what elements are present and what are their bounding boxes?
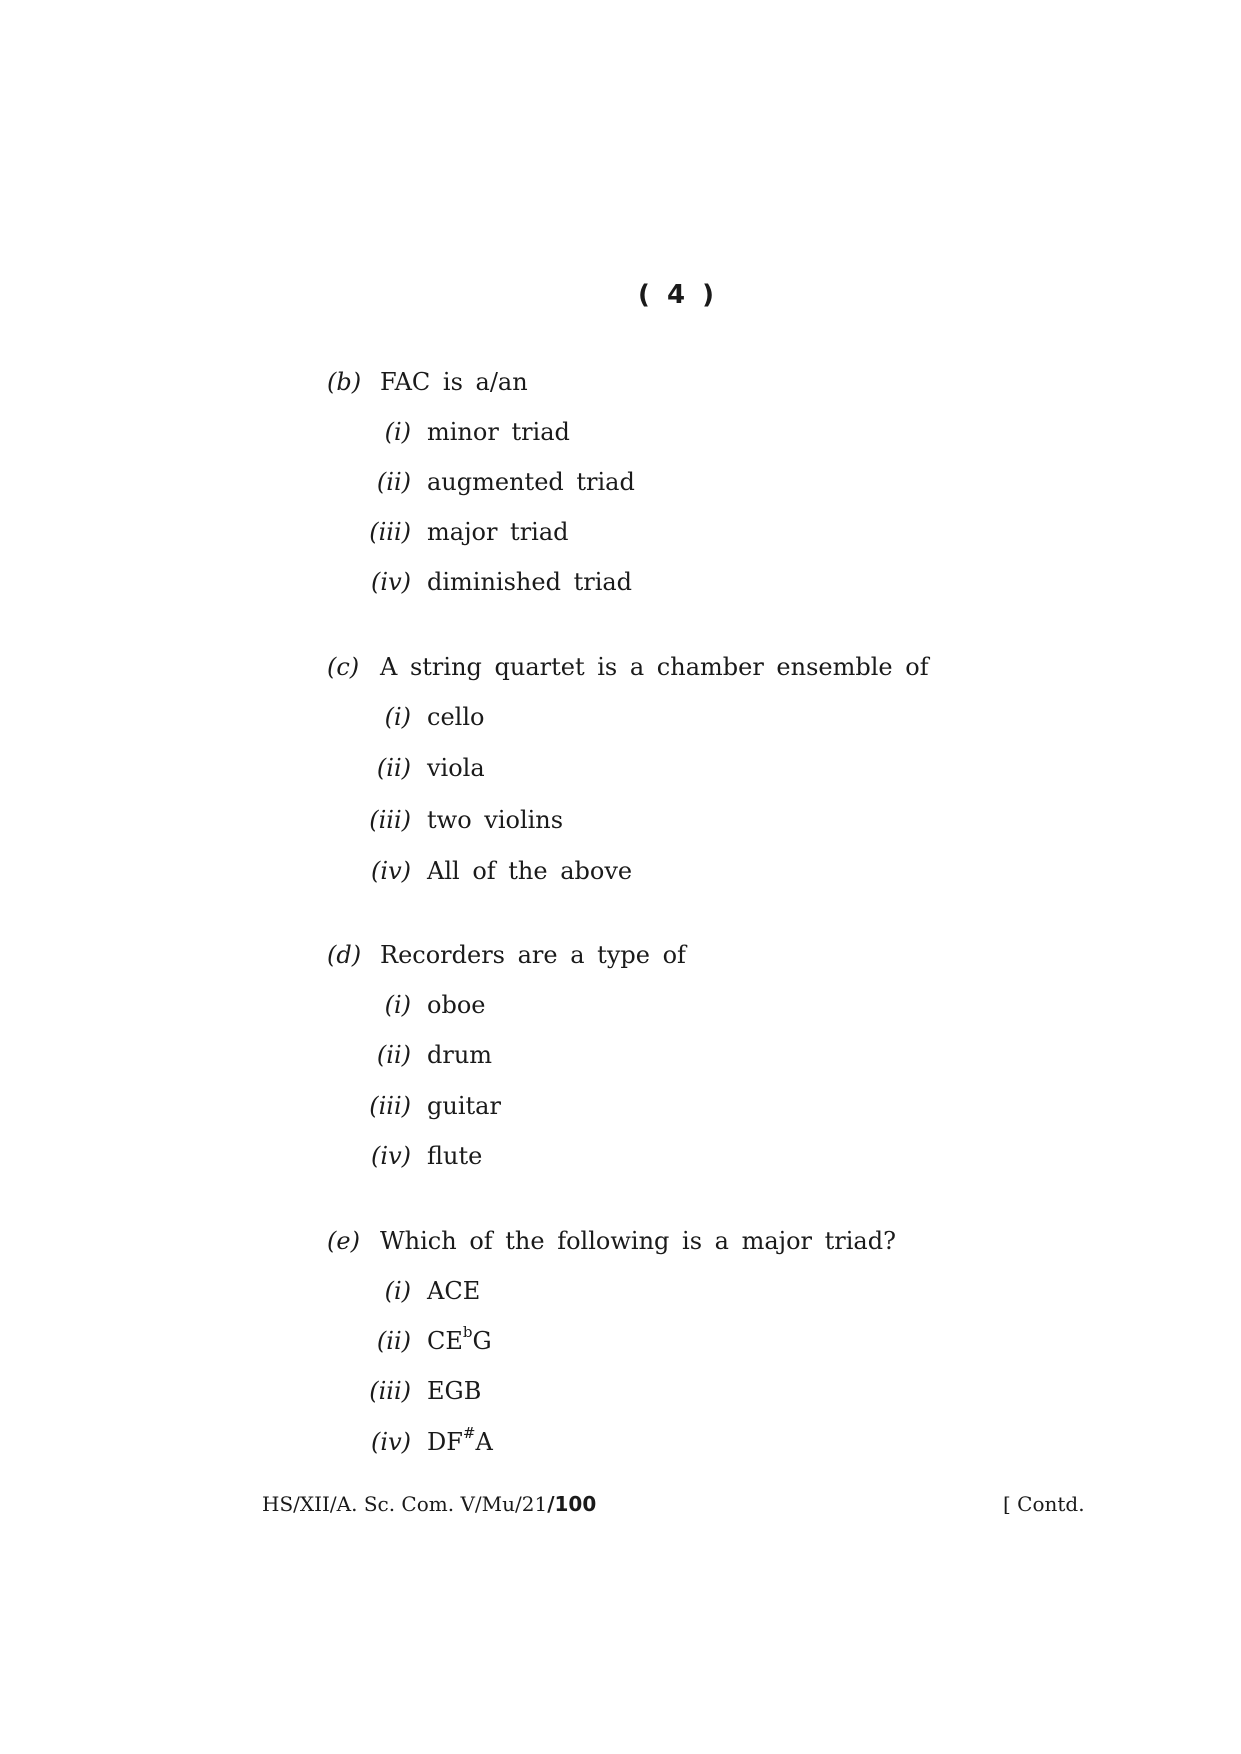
option-label: (iv) — [371, 568, 411, 596]
paper-series: /100 — [547, 1492, 597, 1516]
option-text: two violins — [427, 806, 564, 834]
option-text: viola — [427, 754, 485, 782]
option-label: (iii) — [369, 518, 411, 546]
sharp-symbol: # — [462, 1424, 476, 1442]
option-label: (iv) — [371, 857, 411, 885]
option-label: (ii) — [376, 1327, 411, 1355]
option-text: diminished triad — [427, 568, 633, 596]
option-text: drum — [427, 1041, 493, 1069]
question-text: Which of the following is a major triad? — [380, 1227, 896, 1255]
option-text: All of the above — [427, 857, 633, 885]
option-label: (ii) — [376, 754, 411, 782]
paper-code: HS/XII/A. Sc. Com. V/Mu/21/100 — [262, 1492, 597, 1516]
option-text: oboe — [427, 991, 486, 1019]
option-text: major triad — [427, 518, 569, 546]
page-number: ( 4 ) — [638, 280, 714, 310]
option-label: (ii) — [376, 1041, 411, 1069]
flat-symbol: b — [462, 1323, 473, 1341]
option-label: (iii) — [369, 1092, 411, 1120]
option-label: (i) — [384, 418, 411, 446]
option-label: (i) — [384, 991, 411, 1019]
option-text: minor triad — [427, 418, 570, 446]
option-text: guitar — [427, 1092, 501, 1120]
question-text: Recorders are a type of — [380, 941, 686, 969]
option-label: (iv) — [371, 1142, 411, 1170]
option-label: (ii) — [376, 468, 411, 496]
option-text: augmented triad — [427, 468, 635, 496]
question-label: (e) — [327, 1227, 360, 1255]
question-label: (c) — [327, 653, 360, 681]
option-text: DF#A — [427, 1424, 493, 1456]
option-label: (iv) — [371, 1428, 411, 1456]
option-text: flute — [427, 1142, 483, 1170]
option-label: (i) — [384, 1277, 411, 1305]
option-label: (i) — [384, 703, 411, 731]
option-text: cello — [427, 703, 485, 731]
question-label: (b) — [327, 368, 362, 396]
continued-marker: [ Contd. — [1003, 1492, 1085, 1516]
question-label: (d) — [327, 941, 362, 969]
option-label: (iii) — [369, 1377, 411, 1405]
option-text: ACE — [427, 1277, 481, 1305]
option-text: $CE^bG$ — [427, 1323, 492, 1355]
option-text: EGB — [427, 1377, 482, 1405]
question-text: A string quartet is a chamber ensemble of — [380, 653, 929, 681]
option-label: (iii) — [369, 806, 411, 834]
question-text: FAC is a/an — [380, 368, 528, 396]
